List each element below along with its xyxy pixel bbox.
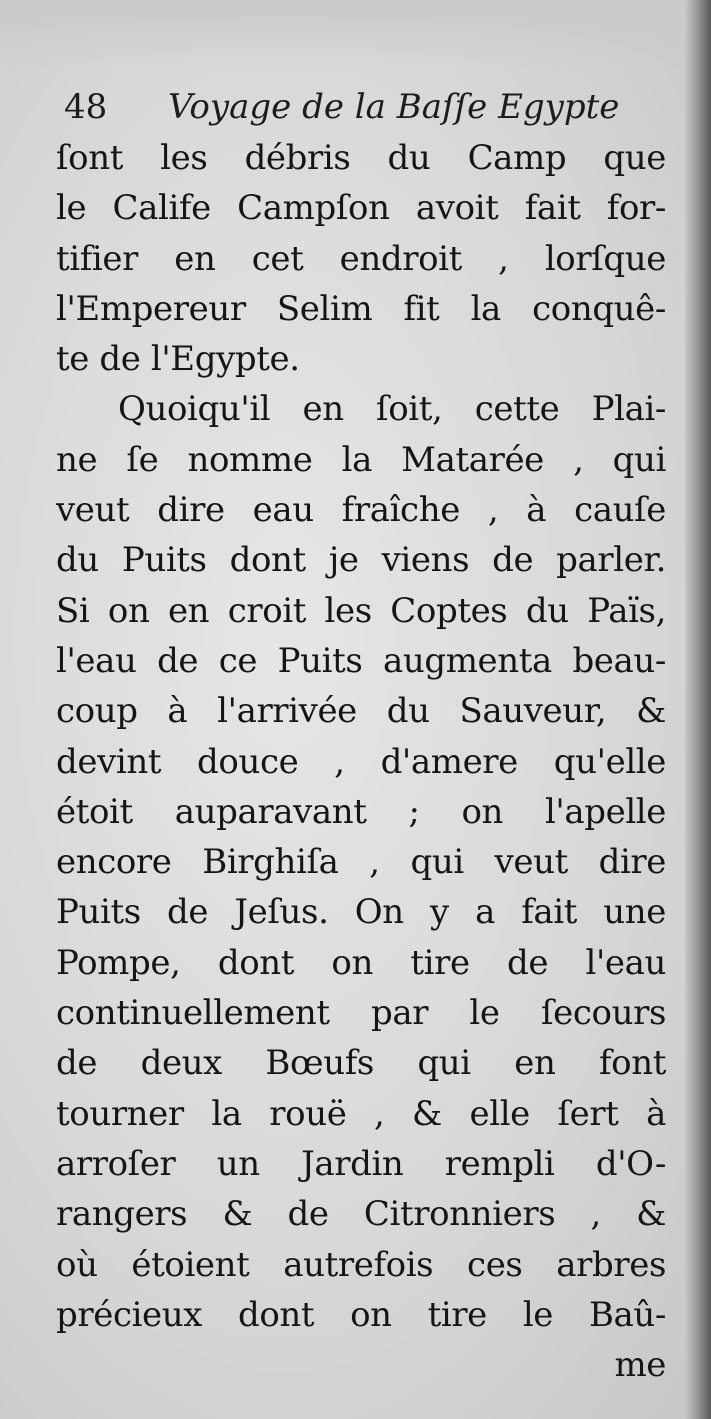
text-line: encore Birghiſa , qui veut dire [56,842,666,883]
text-line: coup à l'arrivée du Sauveur, & [56,691,666,732]
text-line: Pompe, dont on tire de l'eau [56,942,666,983]
text-line: l'eau de ce Puits augmenta beau- [56,640,666,681]
running-head [64,82,664,132]
text-line: tifier en cet endroit , lorſque [56,238,666,279]
text-line: le Calife Campſon avoit fait for- [56,188,666,229]
text-line: précieux dont on tire le Baû- [56,1294,666,1335]
text-line: rangers & de Citronniers , & [56,1194,666,1235]
page-gutter-shadow [685,0,711,1419]
text-line: continuellement par le ſecours [56,993,666,1034]
paragraph-first-line: Quoiqu'il en ſoit, cette Plai- [118,389,666,430]
text-line: du Puits dont je viens de parler. [56,540,666,581]
text-line: Si on en croit les Coptes du Païs, [56,590,666,631]
text-line: arroſer un Jardin rempli d'O- [56,1143,666,1184]
running-title: Voyage de la Baſſe Egypte [168,87,620,127]
text-line: l'Empereur Selim fit la conquê- [56,288,666,329]
text-line: ſont les débris du Camp que [56,138,666,178]
text-line: étoit auparavant ; on l'apelle [56,791,666,832]
page-number: 48 [64,87,108,127]
text-line: tourner la rouë , & elle ſert à [56,1093,666,1134]
text-line: devint douce , d'amere qu'elle [56,741,666,782]
text-line: de deux Bœufs qui en font [56,1043,666,1084]
body-text [56,133,666,1390]
text-line: ne ſe nomme la Matarée , qui [56,439,666,480]
text-line: te de l'Egypte. [56,339,300,380]
page-top-shadow [0,0,711,70]
text-line: où étoient autrefois ces arbres [56,1244,666,1285]
text-line: Puits de Jeſus. On y a fait une [56,892,666,933]
text-line: veut dire eau fraîche , à cauſe [56,490,666,531]
catchword: me [614,1345,666,1386]
